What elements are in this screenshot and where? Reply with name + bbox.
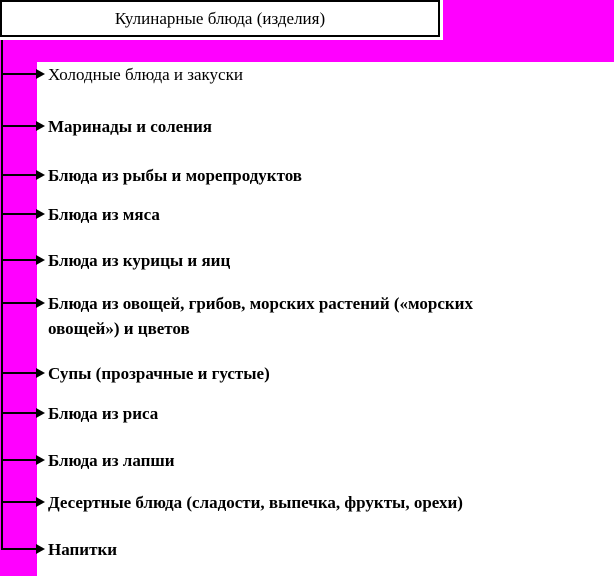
arrow-right-icon xyxy=(36,368,45,378)
list-item-label: Блюда из мяса xyxy=(48,205,160,224)
list-item-label: Холодные блюда и закуски xyxy=(48,65,243,84)
list-item xyxy=(0,163,614,188)
title-box xyxy=(0,0,443,40)
arrow-right-icon xyxy=(36,544,45,554)
list-item-label: Напитки xyxy=(48,540,118,559)
arrow-right-icon xyxy=(36,255,45,265)
arrow-right-icon xyxy=(36,298,45,308)
arrow-right-icon xyxy=(36,497,45,507)
arrow-connector-line xyxy=(1,459,37,461)
list-item-label: Десертные блюда (сладости, выпечка, фрукты, орехи) xyxy=(48,493,463,512)
diagram-title: Кулинарные блюда (изделия) xyxy=(114,8,326,28)
list-item xyxy=(0,202,614,227)
arrow-right-icon xyxy=(36,408,45,418)
list-item-label: Блюда из лапши xyxy=(48,451,175,470)
arrow-right-icon xyxy=(36,121,45,131)
list-item-label: Блюда из рыбы и морепродуктов xyxy=(48,166,302,185)
list-item-label: Супы (прозрачные и густые) xyxy=(48,364,270,383)
arrow-right-icon xyxy=(36,455,45,465)
list-item-label: Маринады и соления xyxy=(48,117,212,136)
arrow-right-icon xyxy=(36,209,45,219)
arrow-right-icon xyxy=(36,69,45,79)
list-item xyxy=(0,448,614,473)
list-item xyxy=(0,401,614,426)
title-box-frame xyxy=(0,0,440,37)
arrow-connector-line xyxy=(1,302,37,304)
list-item-label: Блюда из овощей, грибов, морских растений («морских овощей») и цветов xyxy=(48,294,473,338)
list-item xyxy=(0,114,614,139)
arrow-right-icon xyxy=(36,170,45,180)
list-item xyxy=(0,248,614,273)
arrow-connector-line xyxy=(1,73,37,75)
list-item xyxy=(0,537,614,562)
arrow-connector-line xyxy=(1,174,37,176)
list-item xyxy=(0,291,614,341)
list-item-label: Блюда из риса xyxy=(48,404,159,423)
arrow-connector-line xyxy=(1,213,37,215)
arrow-connector-line xyxy=(1,412,37,414)
list-item xyxy=(0,490,614,515)
arrow-connector-line xyxy=(1,548,37,550)
list-item-label: Блюда из курицы и яиц xyxy=(48,251,231,270)
arrow-connector-line xyxy=(1,125,37,127)
list-item xyxy=(0,361,614,386)
arrow-connector-line xyxy=(1,259,37,261)
arrow-connector-line xyxy=(1,372,37,374)
arrow-connector-line xyxy=(1,501,37,503)
list-item xyxy=(0,62,614,87)
